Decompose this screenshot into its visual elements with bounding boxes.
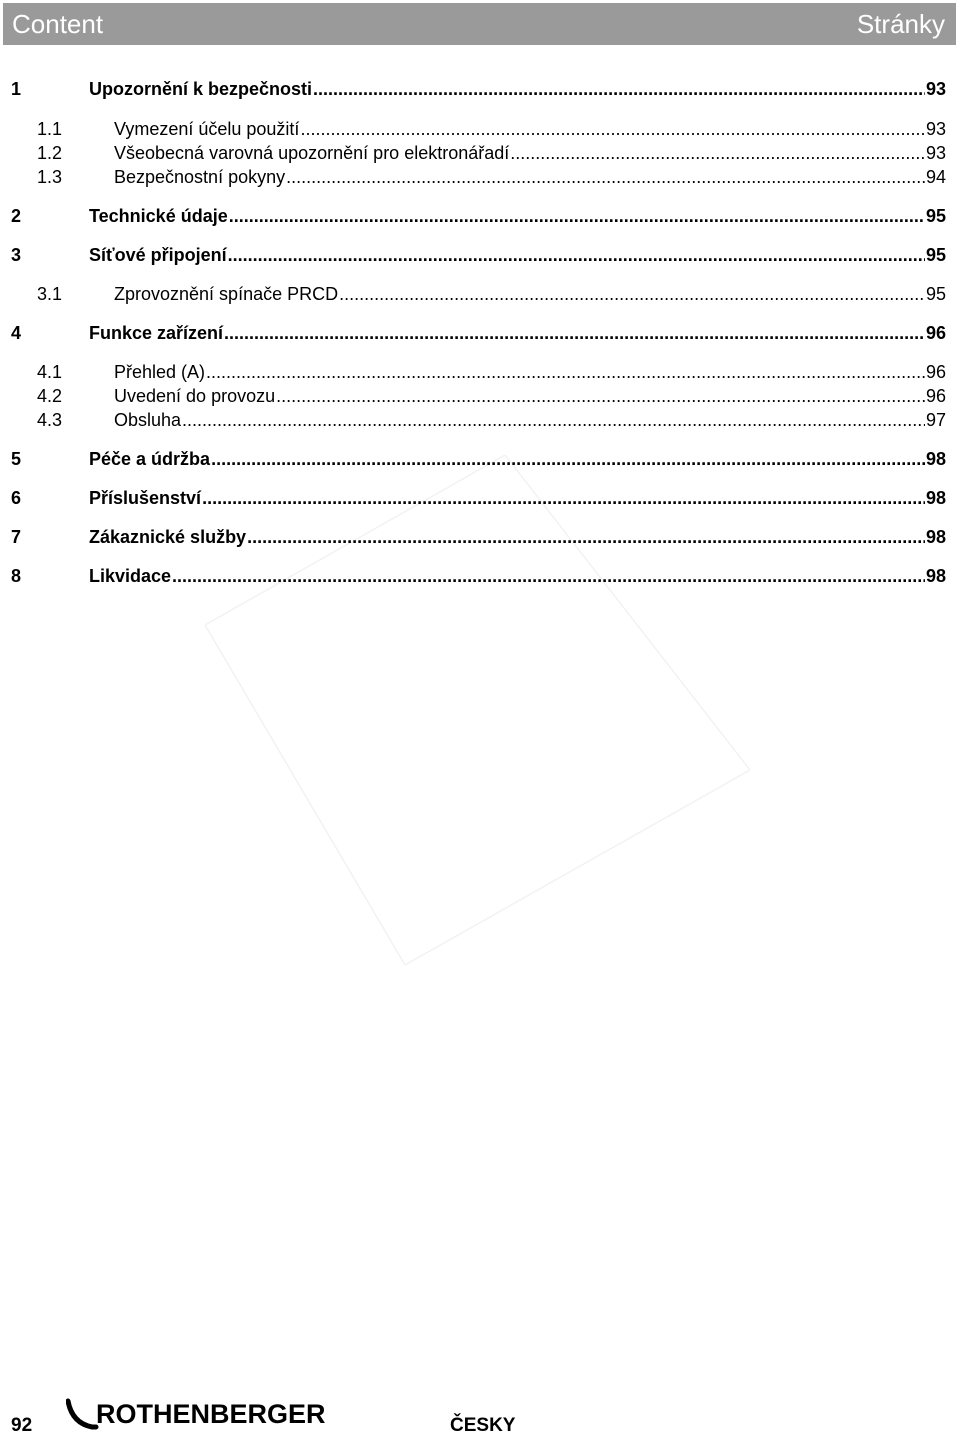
toc-entry[interactable] <box>11 360 946 384</box>
toc-entry-page: 98 <box>925 527 946 547</box>
toc-entry-title: Uvedení do provozu <box>114 386 276 406</box>
toc-entry[interactable] <box>11 447 946 471</box>
toc-dot-leader <box>211 447 925 471</box>
toc-entry-page: 93 <box>925 143 946 163</box>
toc-entry-page: 96 <box>925 323 946 343</box>
toc-entry-number: 3 <box>11 245 22 265</box>
toc-entry[interactable] <box>11 243 946 267</box>
logo-brand-text: ROTHENBERGER <box>96 1399 326 1429</box>
toc-entry-number: 3.1 <box>37 284 63 304</box>
toc-entry-title: Péče a údržba <box>89 449 211 469</box>
toc-entry-title: Technické údaje <box>89 206 228 226</box>
toc-entry-title: Zprovoznění spínače PRCD <box>114 284 339 304</box>
toc-entry-number: 5 <box>11 449 22 469</box>
toc-entry[interactable] <box>11 77 946 101</box>
toc-entry[interactable] <box>11 117 946 141</box>
toc-dot-leader <box>247 525 925 549</box>
toc-entry-number: 4 <box>11 323 22 343</box>
toc-entry-title: Vymezení účelu použití <box>114 119 300 139</box>
toc-entry-number: 1 <box>11 79 22 99</box>
toc-entry-page: 96 <box>925 386 946 406</box>
toc-entry-title: Obsluha <box>114 410 182 430</box>
toc-entry-page: 98 <box>925 449 946 469</box>
toc-entry[interactable] <box>11 486 946 510</box>
toc-entry-page: 97 <box>925 410 946 430</box>
toc-dot-leader <box>172 564 925 588</box>
toc-entry-title: Všeobecná varovná upozornění pro elektronářadí <box>114 143 510 163</box>
toc-entry-page: 95 <box>925 206 946 226</box>
toc-entry[interactable] <box>11 384 946 408</box>
toc-dot-leader <box>339 282 925 306</box>
toc-entry-title: Bezpečnostní pokyny <box>114 167 286 187</box>
toc-dot-leader <box>229 204 925 228</box>
toc-entry[interactable] <box>11 165 946 189</box>
toc-entry-number: 6 <box>11 488 22 508</box>
rothenberger-logo-icon <box>66 1395 346 1435</box>
toc-entry-page: 94 <box>925 167 946 187</box>
toc-entry-number: 8 <box>11 566 22 586</box>
toc-entry-number: 4.1 <box>37 362 63 382</box>
toc-header-bar <box>3 3 956 45</box>
toc-entry-title: Upozornění k bezpečnosti <box>89 79 313 99</box>
toc-entry-number: 7 <box>11 527 22 547</box>
toc-dot-leader <box>286 165 925 189</box>
toc-entry-number: 4.2 <box>37 386 63 406</box>
language-label: ČESKY <box>450 1415 516 1436</box>
toc-entry[interactable] <box>11 141 946 165</box>
toc-entry-page: 93 <box>925 119 946 139</box>
toc-entry-page: 96 <box>925 362 946 382</box>
page-number: 92 <box>11 1415 33 1436</box>
toc-dot-leader <box>206 360 925 384</box>
header-right-title: Stránky <box>856 8 945 39</box>
toc-dot-leader <box>228 243 925 267</box>
toc-entry-page: 98 <box>925 566 946 586</box>
toc-dot-leader <box>300 117 925 141</box>
toc-entry-title: Likvidace <box>89 566 172 586</box>
toc-dot-leader <box>276 384 925 408</box>
toc-entry-number: 1.3 <box>37 167 63 187</box>
toc-entry-number: 1.1 <box>37 119 63 139</box>
toc-dot-leader <box>224 321 925 345</box>
toc-entry[interactable] <box>11 408 946 432</box>
header-left-title: Content <box>12 8 104 39</box>
toc-entry[interactable] <box>11 321 946 345</box>
toc-dot-leader <box>202 486 925 510</box>
toc-entry-number: 4.3 <box>37 410 63 430</box>
toc-entry-title: Příslušenství <box>89 488 202 508</box>
toc-dot-leader <box>510 141 925 165</box>
toc-entry-title: Přehled (A) <box>114 362 206 382</box>
toc-entry-number: 2 <box>11 206 22 226</box>
toc-entry-title: Funkce zařízení <box>89 323 224 343</box>
toc-entry[interactable] <box>11 204 946 228</box>
toc-dot-leader <box>182 408 925 432</box>
toc-entry-title: Zákaznické služby <box>89 527 247 547</box>
toc-entry-page: 98 <box>925 488 946 508</box>
toc-entry-page: 95 <box>925 284 946 304</box>
toc-dot-leader <box>313 77 925 101</box>
toc-entry-title: Síťové připojení <box>89 245 227 265</box>
toc-entry-page: 95 <box>925 245 946 265</box>
toc-entry-number: 1.2 <box>37 143 63 163</box>
toc-entry-page: 93 <box>925 79 946 99</box>
toc-entry[interactable] <box>11 525 946 549</box>
toc-entry[interactable] <box>11 564 946 588</box>
toc-entry[interactable] <box>11 282 946 306</box>
